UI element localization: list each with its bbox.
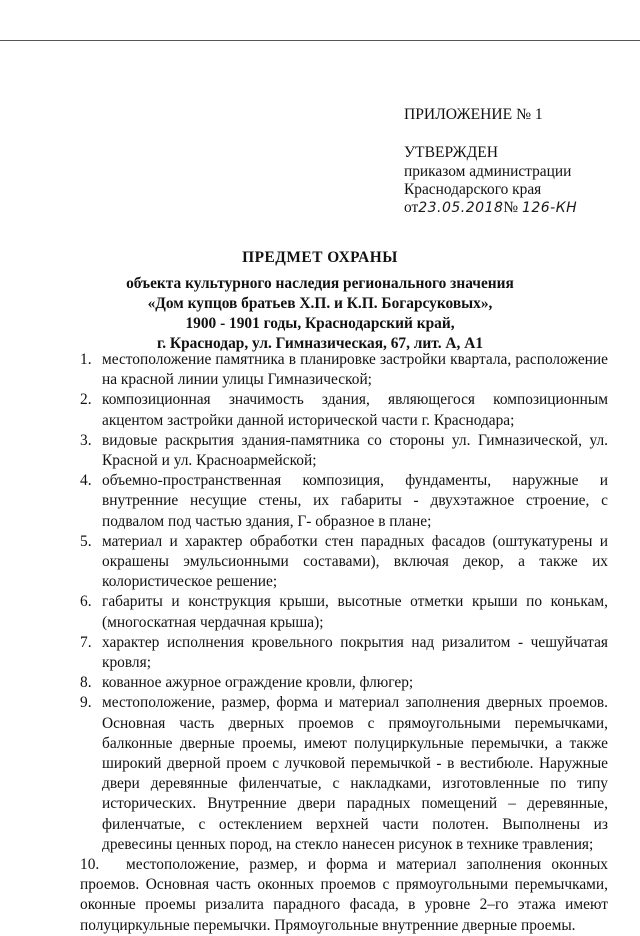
top-border-line [0, 40, 640, 41]
item-text: видовые раскрытия здания-памятника со стороны ул. Гимназической, ул. Красной и ул. Красноармейской; [102, 431, 608, 470]
title-line-4: г. Краснодар, ул. Гимназическая, 67, лит. А, А1 [156, 335, 484, 352]
item-text: местоположение, размер, и форма и материал заполнения оконных проемов. Основная часть оконных проемов с прямоугольными перемычками, оконные проемы ризалита парадного фасада, в уровне 2–го этажа имеют полуциркульные перемычки. Прямоугольные внутренние дверные проемы. [80, 856, 608, 934]
list-item [80, 431, 608, 471]
document-title [60, 248, 580, 354]
item-number: 6. [80, 593, 92, 611]
list-item [80, 855, 608, 936]
order-line-1: приказом администрации [404, 163, 572, 180]
item-number: 3. [80, 431, 92, 449]
list-item [80, 633, 608, 673]
item-number: 2. [80, 391, 92, 409]
item-text: местоположение, размер, форма и материал заполнения дверных проемов. Основная часть дверных проемов с прямоугольными перемычками, балконные дверные проемы, имеют полуциркульные перемычки, а также широкий дверной проем с лучковой перемычкой - в вестибюле. Наружные двери деревянные филенчатые, с накладками, изготовленные по типу исторических. Внутренние двери парадных помещений – деревянные, филенчатые, с остеклением верхней части полотен. Выполнены из древесины ценных пород, на стекло нанесен рисунок в технике травления; [102, 694, 608, 853]
title-line-3: 1900 - 1901 годы, Краснодарский край, [185, 315, 455, 332]
item-number: 7. [80, 633, 92, 651]
list-item [80, 471, 608, 532]
order-date-line [404, 199, 577, 217]
item-text: характер исполнения кровельного покрытия над ризалитом - чешуйчатая кровля; [102, 633, 608, 672]
title-line-1: объекта культурного наследия регионального значения [126, 275, 514, 292]
item-number: 5. [80, 532, 92, 550]
list-item [80, 532, 608, 593]
item-text: объемно-пространственная композиция, фундаменты, наружные и внутренние несущие стены, их габариты - двухэтажное строение, с подвалом под частью здания, Г- образное в плане; [102, 472, 608, 530]
handwritten-order-date: 23.05.2018 [418, 200, 504, 216]
list-item [80, 693, 608, 855]
title-line-2: «Дом купцов братьев Х.П. и К.П. Богарсуковых», [147, 295, 493, 312]
item-text: габариты и конструкция крыши, высотные отметки крыши по конькам, (многоскатная чердачная крыша); [102, 593, 608, 631]
item-text: материал и характер обработки стен парадных фасадов (оштукатурены и окрашены эмульсионными составами), включая декор, а также их колористическое решение; [102, 532, 608, 591]
list-item [80, 592, 608, 632]
handwritten-order-number: 126-КН [521, 200, 578, 216]
item-text: композиционная значимость здания, являющегося композиционным акцентом застройки данной исторической части г. Краснодара; [102, 391, 608, 429]
protection-items-list [80, 350, 608, 936]
list-item [80, 390, 608, 430]
item-number: 8. [80, 674, 92, 692]
item-text: местоположение памятника в планировке застройки квартала, расположение на красной линии улицы Гимназической; [102, 351, 608, 389]
list-item [80, 673, 608, 693]
title-main: ПРЕДМЕТ ОХРАНЫ [242, 249, 398, 266]
item-number: 10. [80, 856, 100, 874]
order-line-2: Краснодарского края [404, 181, 542, 198]
appendix-label: ПРИЛОЖЕНИЕ № 1 [404, 106, 543, 123]
list-item [80, 350, 608, 390]
order-from-label: от [404, 199, 419, 216]
approved-label: УТВЕРЖДЕН [404, 144, 499, 161]
order-number-label: № [503, 199, 519, 216]
item-text: кованное ажурное ограждение кровли, флюгер; [102, 674, 414, 692]
item-number: 1. [80, 351, 92, 368]
item-number: 4. [80, 472, 92, 490]
item-number: 9. [80, 694, 92, 712]
